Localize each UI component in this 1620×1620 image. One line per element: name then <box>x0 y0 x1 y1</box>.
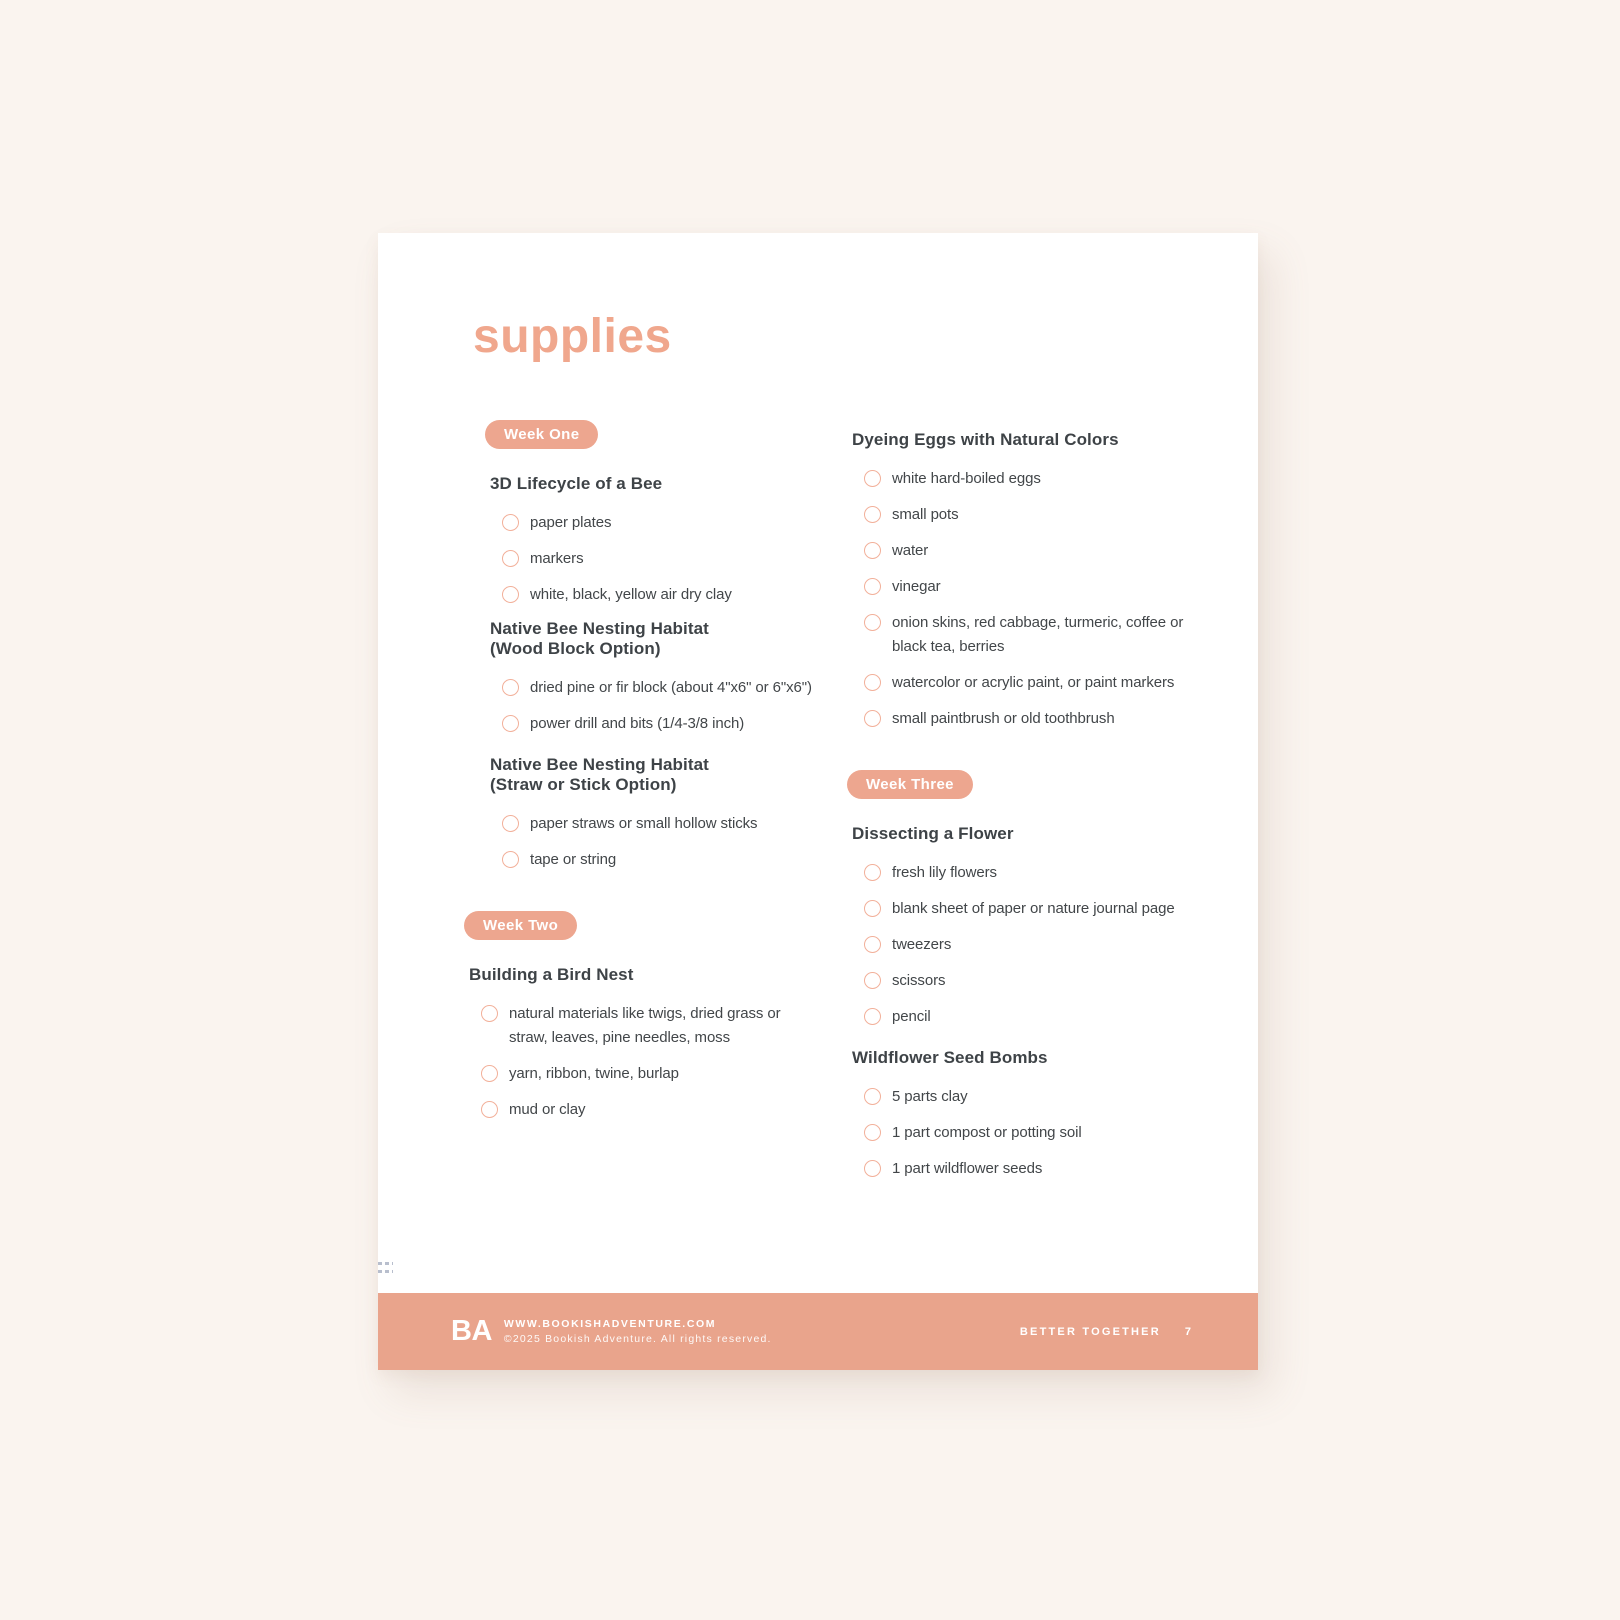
checklist-item <box>864 611 1238 659</box>
checklist-item <box>864 539 1238 563</box>
section-heading-line: Native Bee Nesting Habitat <box>490 619 709 638</box>
footer-page-number: 7 <box>1184 1325 1191 1338</box>
footer-website: WWW.BOOKISHADVENTURE.COM <box>503 1317 717 1330</box>
checklist-item-label: 1 part compost or potting soil <box>892 1124 1082 1141</box>
section-heading-line: Dissecting a Flower <box>852 824 1014 843</box>
supply-section-3d-lifecycle-of-a-bee <box>485 474 847 607</box>
checklist-item-label: paper plates <box>530 514 612 531</box>
ba-logo: BA <box>451 1315 492 1347</box>
checklist-item <box>864 1121 1238 1145</box>
checklist-item-label: pencil <box>892 1008 931 1025</box>
checkbox-circle[interactable] <box>502 586 519 603</box>
edge-artifact-row <box>378 1262 393 1265</box>
checklist-item-label: small paintbrush or old toothbrush <box>892 710 1115 727</box>
checklist-item-label: markers <box>530 550 584 567</box>
edge-artifact-row <box>378 1270 393 1273</box>
checklist-item-label: onion skins, red cabbage, turmeric, coffee or black tea, berries <box>892 614 1184 655</box>
badge-week-three: Week Three <box>847 770 973 799</box>
checklist-item <box>502 676 847 700</box>
page-title: supplies <box>473 310 672 363</box>
section-heading <box>490 474 847 494</box>
checklist-item <box>502 547 847 571</box>
supply-section-building-a-bird-nest <box>464 965 847 1122</box>
checklist-item <box>864 707 1238 731</box>
section-heading-line: (Straw or Stick Option) <box>490 775 677 794</box>
supply-section-native-bee-nesting-habitat <box>485 755 847 872</box>
footer-page-info <box>1020 1326 1191 1338</box>
section-heading-line: Dyeing Eggs with Natural Colors <box>852 430 1119 449</box>
checkbox-circle[interactable] <box>864 710 881 727</box>
checklist-item <box>864 1005 1238 1029</box>
checklist-item <box>864 671 1238 695</box>
checklist-item <box>864 503 1238 527</box>
edge-artifact <box>378 1262 393 1278</box>
checkbox-circle[interactable] <box>864 674 881 691</box>
checklist-item-label: mud or clay <box>509 1101 586 1118</box>
supply-section-native-bee-nesting-habitat <box>485 619 847 736</box>
checklist-item-label: tape or string <box>530 851 617 868</box>
footer-text-lines <box>504 1318 772 1346</box>
checklist-item <box>864 1157 1238 1181</box>
checklist-item-label: small pots <box>892 506 959 523</box>
checkbox-circle[interactable] <box>481 1101 498 1118</box>
section-heading-line: Building a Bird Nest <box>469 965 634 984</box>
checklist-item <box>864 861 1238 885</box>
checkbox-circle[interactable] <box>864 1124 881 1141</box>
checklist-item-label: blank sheet of paper or nature journal page <box>892 900 1175 917</box>
checklist-item <box>502 511 847 535</box>
checklist-item-label: natural materials like twigs, dried grass or straw, leaves, pine needles, moss <box>509 1005 781 1046</box>
checklist-item <box>864 933 1238 957</box>
checklist-item-label: 1 part wildflower seeds <box>892 1160 1043 1177</box>
checkbox-circle[interactable] <box>864 1160 881 1177</box>
checkbox-circle[interactable] <box>864 1088 881 1105</box>
checklist-item <box>502 712 847 736</box>
column-right <box>847 420 1238 1193</box>
supply-section-dissecting-a-flower <box>847 824 1238 1029</box>
checkbox-circle[interactable] <box>502 679 519 696</box>
section-heading-line: Native Bee Nesting Habitat <box>490 755 709 774</box>
checklist-item <box>502 583 847 607</box>
section-heading <box>852 1048 1238 1068</box>
checklist-item-label: vinegar <box>892 578 941 595</box>
checkbox-circle[interactable] <box>864 614 881 631</box>
checkbox-circle[interactable] <box>502 550 519 567</box>
checklist-item <box>481 1098 847 1122</box>
checklist-item-label: tweezers <box>892 936 952 953</box>
section-heading <box>469 965 847 985</box>
checklist-item <box>864 897 1238 921</box>
checkbox-circle[interactable] <box>502 851 519 868</box>
checklist-item <box>864 575 1238 599</box>
checklist-item-label: fresh lily flowers <box>892 864 997 881</box>
section-heading <box>490 619 847 659</box>
section-heading-line: Wildflower Seed Bombs <box>852 1048 1048 1067</box>
checklist-item-label: white hard-boiled eggs <box>892 470 1041 487</box>
supply-section-dyeing-eggs-with-natural-colors <box>847 430 1238 731</box>
checkbox-circle[interactable] <box>864 900 881 917</box>
footer-copyright: ©2025 Bookish Adventure. All rights reserved. <box>503 1332 772 1345</box>
section-heading <box>490 755 847 795</box>
checklist-item <box>481 1062 847 1086</box>
checkbox-circle[interactable] <box>864 936 881 953</box>
content-columns <box>469 420 1238 1193</box>
section-heading-line: (Wood Block Option) <box>490 639 661 658</box>
checkbox-circle[interactable] <box>502 715 519 732</box>
checklist-item <box>481 1002 847 1050</box>
checklist-item-label: power drill and bits (1/4-3/8 inch) <box>530 715 745 732</box>
checkbox-circle[interactable] <box>864 1008 881 1025</box>
checklist-item-label: white, black, yellow air dry clay <box>530 586 732 603</box>
checklist-item-label: water <box>892 542 929 559</box>
checklist-item-label: scissors <box>892 972 946 989</box>
checklist-item <box>864 467 1238 491</box>
checkbox-circle[interactable] <box>502 514 519 531</box>
checklist-item-label: paper straws or small hollow sticks <box>530 815 758 832</box>
checklist-item <box>864 969 1238 993</box>
checklist-item <box>502 812 847 836</box>
checklist-item-label: 5 parts clay <box>892 1088 968 1105</box>
checkbox-circle[interactable] <box>864 542 881 559</box>
badge-week-one: Week One <box>485 420 598 449</box>
checkbox-circle[interactable] <box>864 972 881 989</box>
checklist-item-label: yarn, ribbon, twine, burlap <box>509 1065 679 1082</box>
supply-section-wildflower-seed-bombs <box>847 1048 1238 1181</box>
section-heading-line: 3D Lifecycle of a Bee <box>490 474 663 493</box>
footer-book-title: BETTER TOGETHER <box>1019 1325 1161 1338</box>
document-page <box>378 233 1258 1370</box>
checkbox-circle[interactable] <box>502 815 519 832</box>
checkbox-circle[interactable] <box>864 470 881 487</box>
checkbox-circle[interactable] <box>864 506 881 523</box>
footer-brand-block <box>451 1317 772 1346</box>
checklist-item <box>864 1085 1238 1109</box>
checklist-item <box>502 848 847 872</box>
checkbox-circle[interactable] <box>864 578 881 595</box>
column-left <box>469 420 847 1134</box>
section-heading <box>852 824 1238 844</box>
section-heading <box>852 430 1238 450</box>
page-footer <box>378 1293 1258 1370</box>
badge-week-two: Week Two <box>464 911 577 940</box>
checklist-item-label: dried pine or fir block (about 4"x6" or 6"x6") <box>530 679 812 696</box>
checkbox-circle[interactable] <box>864 864 881 881</box>
checkbox-circle[interactable] <box>481 1005 498 1022</box>
checkbox-circle[interactable] <box>481 1065 498 1082</box>
checklist-item-label: watercolor or acrylic paint, or paint markers <box>892 674 1175 691</box>
